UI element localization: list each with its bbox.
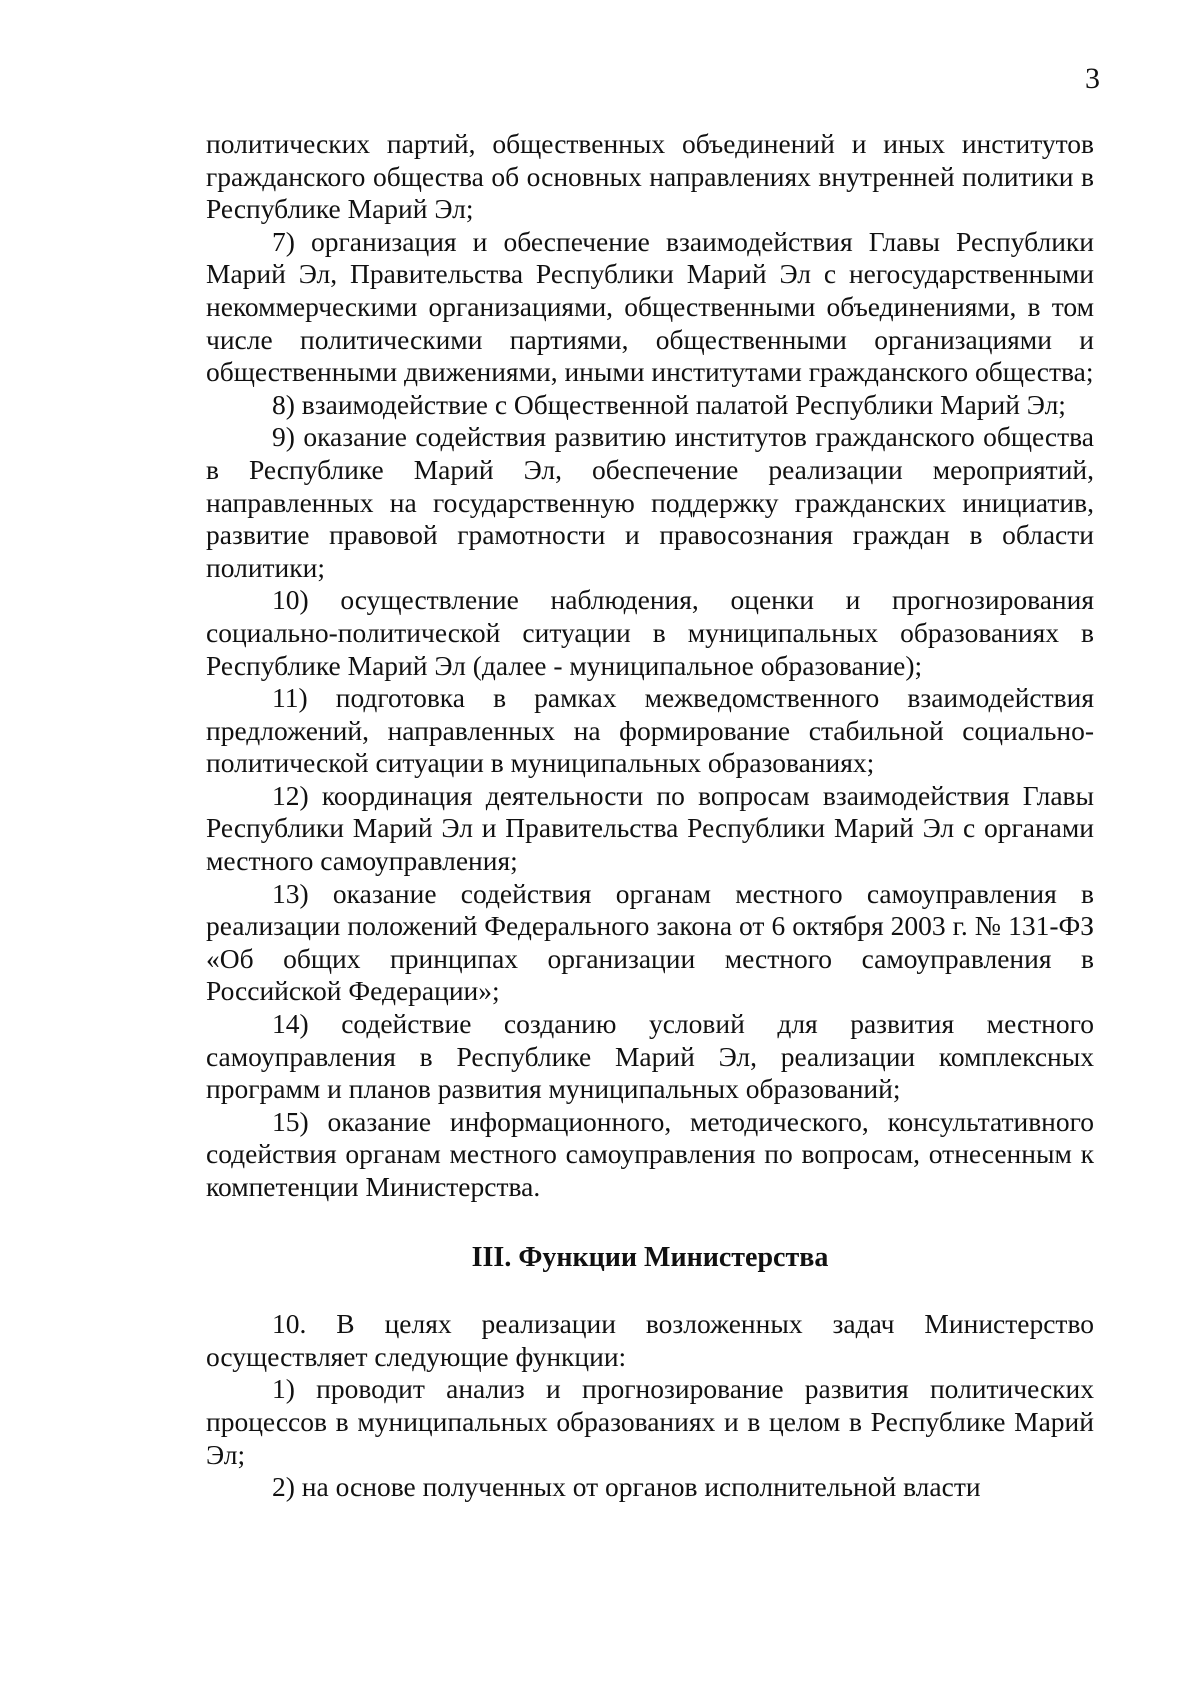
clause-10: 10. В целях реализации возложенных задач Министерство осуществляет следующие функции:: [206, 1308, 1094, 1372]
section-heading: III. Функции Министерства: [471, 1241, 829, 1273]
list-item-9: 9) оказание содействия развитию институтов гражданского общества в Республике Марий Эл, обеспечение реализации мероприятий, направленных на государственную поддержку гражданских инициатив, развитие правовой грамотности и правосознания граждан в области политики;: [206, 421, 1094, 583]
list-item-14: 14) содействие созданию условий для развития местного самоуправления в Республике Марий Эл, реализации комплексных программ и планов развития муниципальных образований;: [206, 1008, 1094, 1105]
list-item-8: 8) взаимодействие с Общественной палатой Республики Марий Эл;: [272, 388, 1066, 420]
document-body: [206, 128, 1094, 1504]
list-item-12: 12) координация деятельности по вопросам взаимодействия Главы Республики Марий Эл и Правительства Республики Марий Эл с органами местного самоуправления;: [206, 779, 1094, 877]
list-item-11: 11) подготовка в рамках межведомственного взаимодействия предложений, направленных на формирование стабильной социально-политической ситуации в муниципальных образованиях;: [206, 682, 1094, 779]
paragraph-continuation: политических партий, общественных объединений и иных институтов гражданского общества об основных направлениях внутренней политики в Республике Марий Эл;: [206, 128, 1094, 225]
function-item-1: 1) проводит анализ и прогнозирование развития политических процессов в муниципальных образованиях и в целом в Республике Марий Эл;: [206, 1373, 1094, 1470]
list-item-10: 10) осуществление наблюдения, оценки и прогнозирования социально-политической ситуации в муниципальных образованиях в Республике Марий Эл (далее - муниципальное образование);: [206, 584, 1094, 681]
list-item-7: 7) организация и обеспечение взаимодействия Главы Республики Марий Эл, Правительства Республики Марий Эл с негосударственными некоммерческими организациями, общественными объединениями, в том числе политическими партиями, общественными организациями и общественными движениями, иными институтами гражданского общества;: [206, 225, 1094, 388]
function-item-2: 2) на основе полученных от органов исполнительной власти: [272, 1471, 981, 1503]
list-item-13: 13) оказание содействия органам местного самоуправления в реализации положений Федерального закона от 6 октября 2003 г. № 131-ФЗ «Об общих принципах организации местного самоуправления в Российской Федерации»;: [206, 877, 1094, 1007]
list-item-15: 15) оказание информационного, методического, консультативного содействия органам местного самоуправления по вопросам, отнесенным к компетенции Министерства.: [206, 1105, 1094, 1202]
page-number: 3: [1085, 62, 1100, 95]
